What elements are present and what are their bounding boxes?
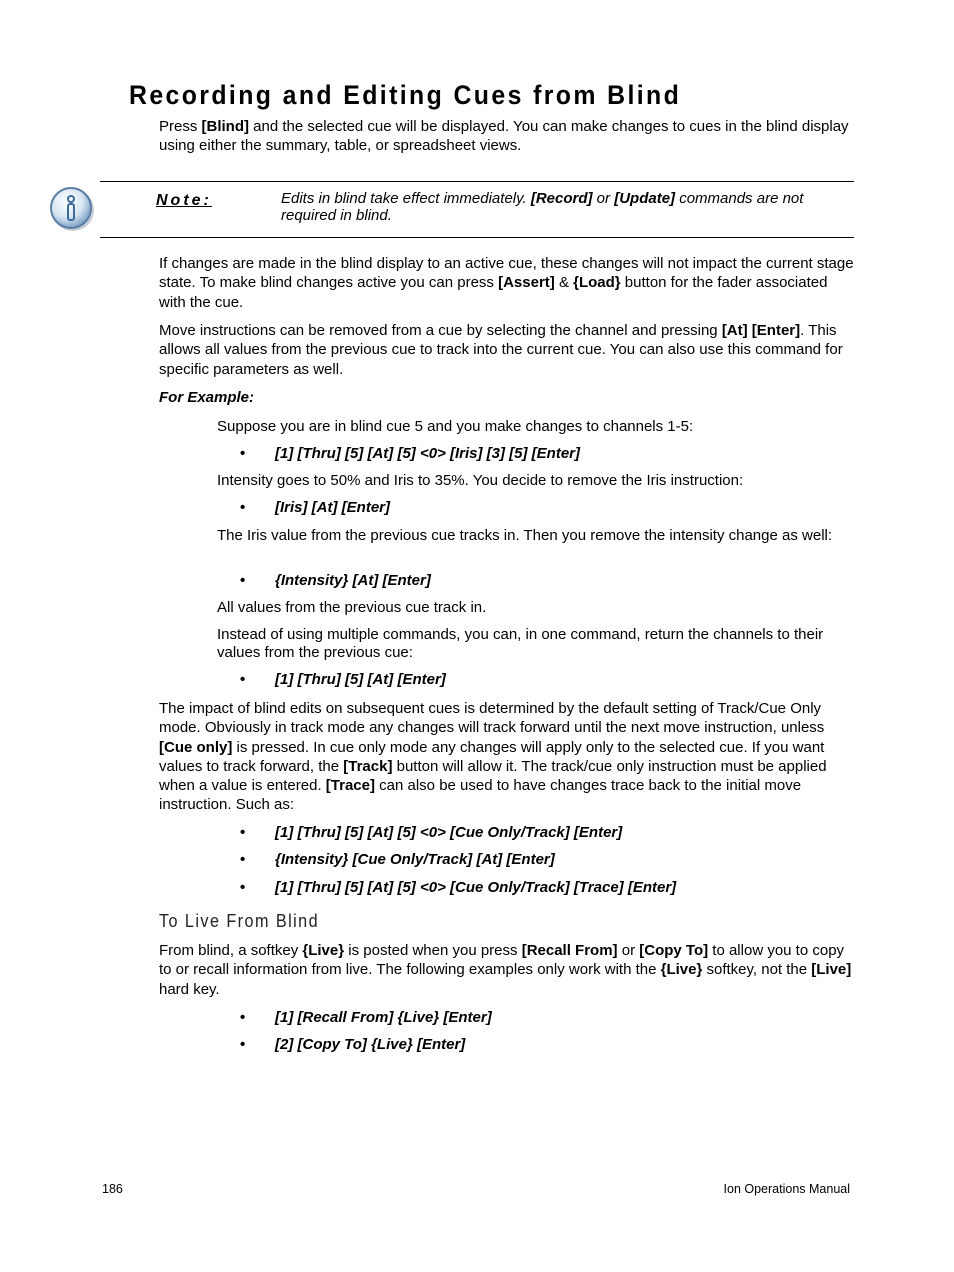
note-bottom-rule [100, 237, 854, 238]
bullet-marker: • [240, 499, 246, 516]
command-text: [1] [Thru] [5] [At] [5] <0> [Iris] [3] [5] [Enter] [275, 445, 581, 462]
command-bullet [240, 879, 676, 896]
text: softkey, not the [702, 961, 812, 979]
command-bullet [240, 824, 622, 841]
command-bullet [240, 1036, 465, 1053]
key-live-softkey: {Live} [302, 942, 345, 959]
command-bullet [240, 499, 390, 516]
text: and the selected cue will be displayed. You can make changes to cues in the blind display using either the summary, table, or spreadsheet views. [159, 118, 849, 155]
command-text: [2] [Copy To] {Live} [Enter] [275, 1036, 466, 1053]
text: Press [159, 118, 202, 135]
command-bullet [240, 572, 431, 589]
text: to allow you to copy to or recall information from live. The following examples only work with the [159, 942, 845, 979]
text: The impact of blind edits on subsequent cues is determined by the default setting of Track/Cue Only mode. Obviously in track mode any changes will track forward until the next move instruction, unless [159, 700, 825, 737]
command-text: {Intensity} [At] [Enter] [275, 572, 431, 589]
example-step: Suppose you are in blind cue 5 and you make changes to channels 1-5: [217, 418, 694, 435]
key-load: {Load} [573, 274, 621, 292]
command-text: [1] [Recall From] {Live} [Enter] [275, 1009, 492, 1026]
note-top-rule [100, 181, 854, 182]
key-at-enter: [At] [Enter] [721, 322, 801, 339]
example-step: Intensity goes to 50% and Iris to 35%. You decide to remove the Iris instruction: [217, 472, 744, 489]
bullet-marker: • [240, 824, 246, 841]
text: hard key. [159, 980, 220, 998]
note-label: Note: [156, 192, 212, 209]
text: is pressed. In cue only mode any changes will apply only to the selected cue. If you want values to track forward, the [159, 738, 825, 775]
text: can also be used to have changes trace back to the initial move instruction. Such as: [159, 777, 802, 814]
key-live-hard: [Live] [811, 961, 852, 979]
text: button will allow it. The track/cue only instruction must be applied when a value is entered. [159, 757, 827, 795]
key-live-softkey: {Live} [660, 961, 703, 979]
text: Edits in blind take effect immediately. [281, 190, 531, 207]
active-cue-paragraph [159, 254, 855, 312]
bullet-marker: • [240, 851, 246, 868]
bullet-marker: • [240, 572, 246, 589]
key-trace: [Trace] [325, 777, 375, 795]
page-number: 186 [102, 1182, 123, 1196]
text: commands are not required in blind. [281, 190, 804, 224]
manual-title: Ion Operations Manual [723, 1182, 850, 1196]
for-example-label: For Example: [159, 389, 255, 406]
key-update: [Update] [614, 190, 676, 207]
impact-paragraph [159, 699, 855, 815]
text: From blind, a softkey [159, 942, 303, 959]
command-text: [1] [Thru] [5] [At] [5] <0> [Cue Only/Track] [Trace] [Enter] [275, 879, 677, 896]
intro-paragraph [159, 117, 855, 156]
text: or [592, 190, 615, 207]
command-text: [1] [Thru] [5] [At] [Enter] [275, 671, 446, 688]
key-recall-from: [Recall From] [521, 942, 618, 959]
key-assert: [Assert] [498, 274, 555, 292]
bullet-marker: • [240, 1009, 246, 1026]
example-step: All values from the previous cue track in. [217, 599, 487, 616]
live-paragraph [159, 941, 855, 999]
bullet-marker: • [240, 1036, 246, 1053]
bullet-marker: • [240, 445, 246, 462]
section-subheading: To Live From Blind [159, 911, 320, 931]
key-record: [Record] [530, 190, 593, 207]
key-cue-only: [Cue only] [159, 738, 233, 756]
key-copy-to: [Copy To] [639, 942, 709, 959]
command-bullet [240, 851, 555, 868]
text: button for the fader associated with the cue. [159, 274, 828, 311]
command-text: [1] [Thru] [5] [At] [5] <0> [Cue Only/Track] [Enter] [275, 824, 623, 841]
key-blind: [Blind] [201, 118, 249, 135]
text: & [554, 274, 574, 292]
bullet-marker: • [240, 671, 246, 688]
command-bullet [240, 445, 580, 462]
bullet-marker: • [240, 879, 246, 896]
key-track: [Track] [343, 757, 393, 775]
text: . This allows all values from the previous cue to track into the current cue. You can also use this command for specific parameters as well. [159, 322, 843, 378]
note-text [281, 191, 851, 224]
example-step: The Iris value from the previous cue tracks in. Then you remove the intensity change as well: [217, 527, 833, 544]
example-step: Instead of using multiple commands, you can, in one command, return the channels to their values from the previous cue: [217, 626, 824, 661]
text: Move instructions can be removed from a cue by selecting the channel and pressing [159, 322, 722, 339]
move-instructions-paragraph [159, 321, 855, 379]
text: is posted when you press [344, 942, 522, 959]
info-icon [47, 184, 97, 234]
text: If changes are made in the blind display to an active cue, these changes will not impact the current stage state. To make blind changes active you can press [159, 255, 854, 292]
command-text: [Iris] [At] [Enter] [275, 499, 390, 516]
command-text: {Intensity} [Cue Only/Track] [At] [Enter] [275, 851, 555, 868]
text: or [617, 942, 640, 959]
command-bullet [240, 671, 446, 688]
page-title: Recording and Editing Cues from Blind [129, 80, 682, 110]
command-bullet [240, 1009, 492, 1026]
